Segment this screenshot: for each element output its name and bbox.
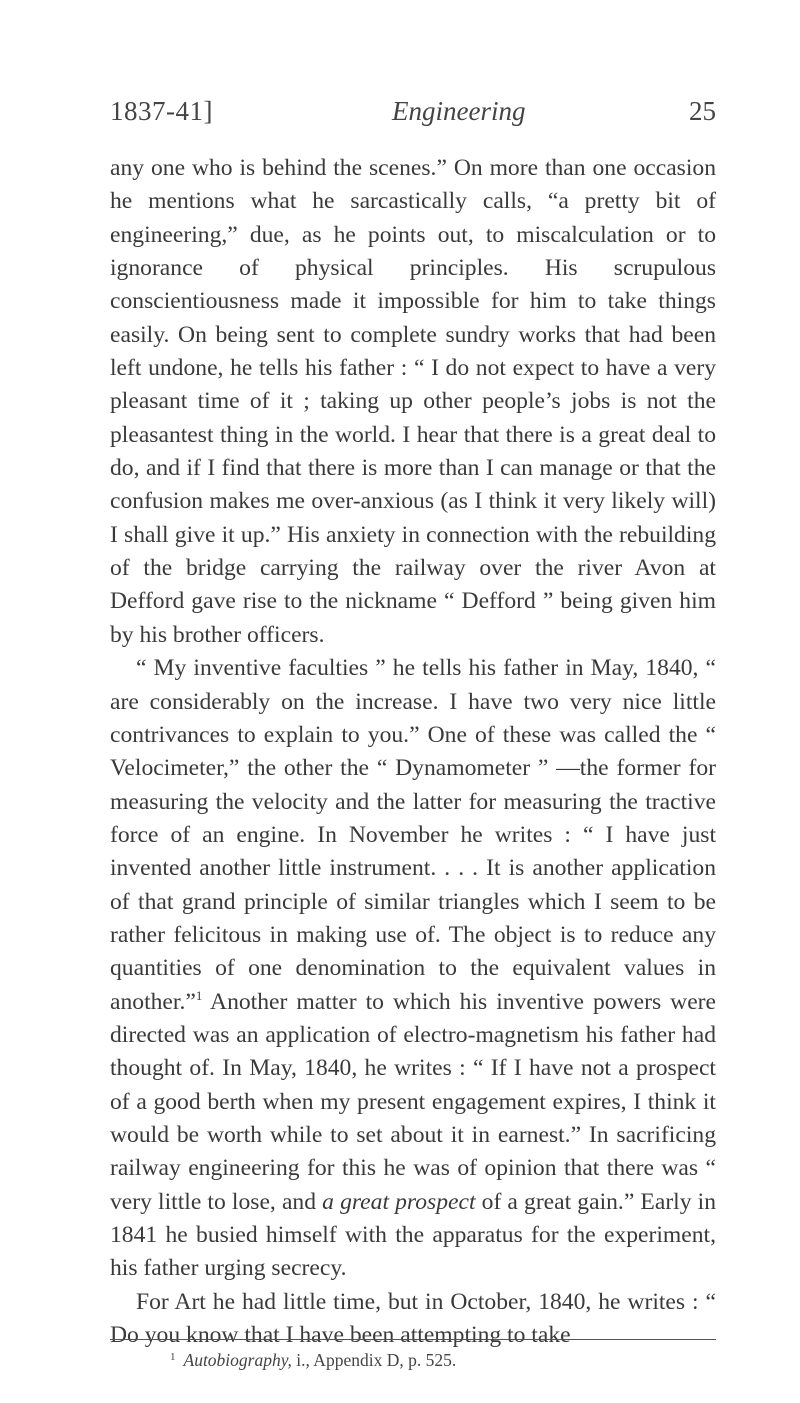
paragraph-1	[110, 152, 716, 652]
header-years: 1837-41]	[110, 96, 213, 126]
footnote-reference[interactable]: 1	[195, 987, 203, 1003]
paragraph-3	[110, 1286, 716, 1353]
footnote-rest: i., Appendix D, p. 525.	[291, 1350, 457, 1370]
paragraph-2	[110, 652, 716, 1286]
footnote-title: Autobiography,	[183, 1350, 292, 1370]
page-number: 25	[689, 96, 716, 126]
paragraph-text: “ My inventive faculties ” he tells his father in May, 1840, “ are considerably on the increase. I have two very nice little contrivances to explain to you.” One of these was called the “ Velocimeter,” the other the “ Dynamometer ” —the former for measuring the velocity and the latter for measuring the tractive force of an engine. In November he writes : “ I have just invented another little instrument. . . . It is another application of that grand principle of similar triangles which I seem to be rather felicitous in making use of. The object is to reduce any quantities of one denomination to the equivalent values in another.”	[110, 655, 716, 1015]
footnote-divider	[110, 1339, 716, 1340]
footnote	[110, 1345, 716, 1372]
header-title: Engineering	[392, 96, 526, 126]
footnote-marker: 1	[170, 1351, 176, 1363]
paragraph-text: For Art he had little time, but in October, 1840, he writes : “ Do you know that I have been attempting to take	[110, 1288, 716, 1349]
emphasis-text: a great prospect	[322, 1188, 476, 1215]
paragraph-text: of a great gain.” Early in 1841 he busied himself with the apparatus for the experiment, his father urging secrecy.	[110, 1188, 717, 1282]
paragraph-text: any one who is behind the scenes.” On more than one occasion he mentions what he sarcastically calls, “a pretty bit of engineering,” due, as he points out, to miscalculation or to ignorance of physical principles. His scrupulous conscientiousness made it impossible for him to take things easily. On being sent to complete sundry works that had been left undone, he tells his father : “ I do not expect to have a very pleasant time of it ; taking up other people’s jobs is not the pleasantest thing in the world. I hear that there is a great deal to do, and if I find that there is more than I can manage or that the confusion makes me over-anxious (as I think it very likely will) I shall give it up.” His anxiety in connection with the rebuilding of the bridge carrying the railway over the river Avon at Defford gave rise to the nickname “ Defford ” being given him by his brother officers.	[110, 155, 716, 648]
body-text	[110, 152, 716, 1352]
running-header	[110, 96, 716, 140]
paragraph-text: Another matter to which his inventive powers were directed was an application of electro-magnetism his father had thought of. In May, 1840, he writes : “ If I have not a prospect of a good berth when my present engagement expires, I think it would be worth while to set about it in earnest.” In sacrificing railway engineering for this he was of opinion that there was “ very little to lose, and	[110, 988, 716, 1215]
